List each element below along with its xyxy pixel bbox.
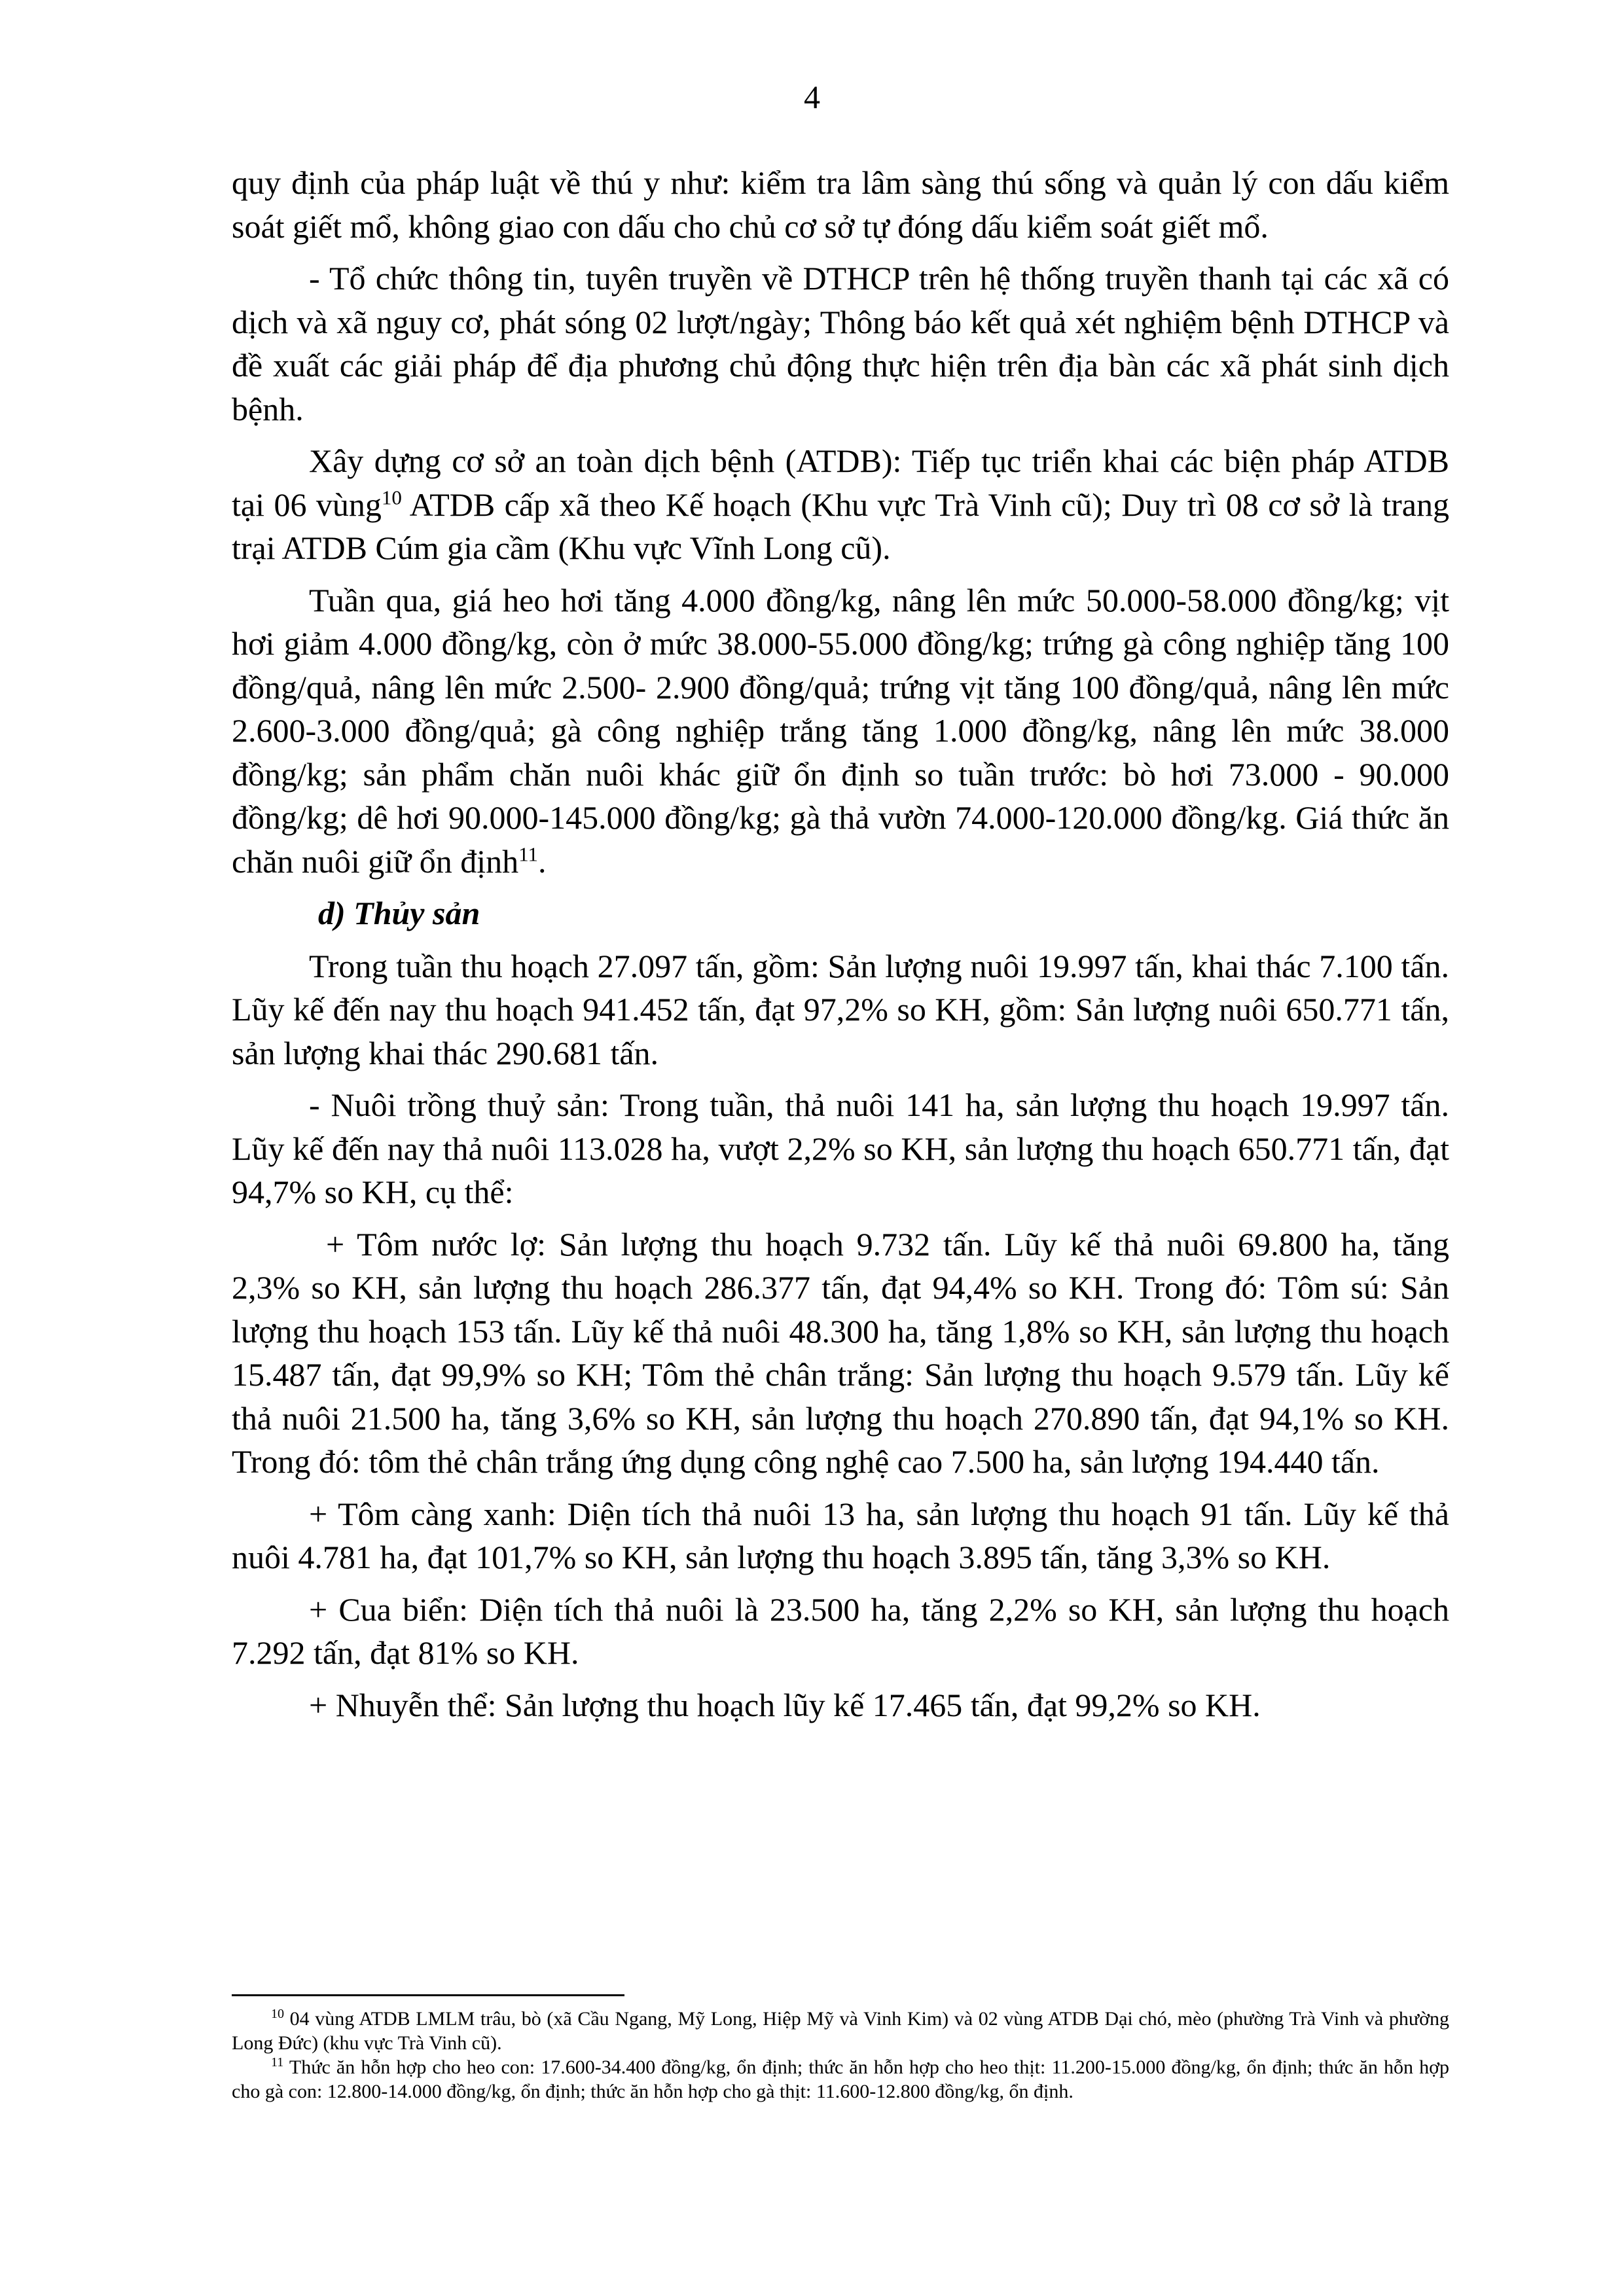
body-text	[232, 161, 1449, 1735]
footnote-text: 04 vùng ATDB LMLM trâu, bò (xã Cầu Ngang, Mỹ Long, Hiệp Mỹ và Vinh Kim) và 02 vùng ATDB Dại chó, mèo (phường Trà Vinh và phường Long Đức) (khu vực Trà Vinh cũ).	[232, 2008, 1449, 2054]
paragraph-sea-crab: + Cua biển: Diện tích thả nuôi là 23.500 ha, tăng 2,2% so KH, sản lượng thu hoạch 7.292 tấn, đạt 81% so KH.	[232, 1590, 1449, 1671]
page-number: 4	[804, 79, 820, 115]
paragraph-slaughter-control: quy định của pháp luật về thú y như: kiểm tra lâm sàng thú sống và quản lý con dấu kiểm soát giết mổ, không giao con dấu cho chủ cơ sở tự đóng dấu kiểm soát giết mổ.	[232, 164, 1449, 245]
paragraph-atdb-text-b: ATDB cấp xã theo Kế hoạch (Khu vực Trà Vinh cũ); Duy trì 08 cơ sở là trang trại ATDB Cúm gia cầm (Khu vực Vĩnh Long cũ).	[232, 486, 1449, 566]
paragraph-harvest-summary: Trong tuần thu hoạch 27.097 tấn, gồm: Sản lượng nuôi 19.997 tấn, khai thác 7.100 tấn. Lũy kế đến nay thu hoạch 941.452 tấn, đạt 97,2% so KH, gồm: Sản lượng nuôi 650.771 tấn, sản lượng khai thác 290.681 tấn.	[232, 947, 1449, 1071]
section-heading-aquaculture: d) Thủy sản	[318, 895, 480, 931]
footnote-text: Thức ăn hỗn hợp cho heo con: 17.600-34.400 đồng/kg, ổn định; thức ăn hỗn hợp cho heo thịt: 11.200-15.000 đồng/kg, ổn định; thức ăn hỗn hợp cho gà con: 12.800-14.000 đồng/kg, ổn định; thức ăn hỗn hợp cho gà thịt: 11.600-12.800 đồng/kg, ổn định.	[232, 2056, 1449, 2102]
paragraph-prices-text-b: .	[538, 842, 547, 880]
paragraph-prices-text-a: Tuần qua, giá heo hơi tăng 4.000 đồng/kg, nâng lên mức 50.000-58.000 đồng/kg; vịt hơi giảm 4.000 đồng/kg, còn ở mức 38.000-55.000 đồng/kg; trứng gà công nghiệp tăng 100 đồng/quả, nâng lên mức 2.500- 2.900 đồng/quả; trứng vịt tăng 100 đồng/quả, nâng lên mức 2.600-3.000 đồng/quả; gà công nghiệp trắng tăng 1.000 đồng/kg, nâng lên mức 38.000 đồng/kg; sản phẩm chăn nuôi khác giữ ổn định so tuần trước: bò hơi 73.000 - 90.000 đồng/kg; dê hơi 90.000-145.000 đồng/kg; gà thả vườn 74.000-120.000 đồng/kg. Giá thức ăn chăn nuôi giữ ổn định	[232, 581, 1449, 880]
footnote-marker: 11	[271, 2055, 284, 2070]
footnote-11	[232, 2055, 1449, 2104]
paragraph-brackish-shrimp: + Tôm nước lợ: Sản lượng thu hoạch 9.732 tấn. Lũy kế thả nuôi 69.800 ha, tăng 2,3% so KH, sản lượng thu hoạch 286.377 tấn, đạt 94,4% so KH. Trong đó: Tôm sú: Sản lượng thu hoạch 153 tấn. Lũy kế thả nuôi 48.300 ha, tăng 1,8% so KH, sản lượng thu hoạch 15.487 tấn, đạt 99,9% so KH; Tôm thẻ chân trắng: Sản lượng thu hoạch 9.579 tấn. Lũy kế thả nuôi 21.500 ha, tăng 3,6% so KH, sản lượng thu hoạch 270.890 tấn, đạt 94,1% so KH. Trong đó: tôm thẻ chân trắng ứng dụng công nghệ cao 7.500 ha, sản lượng 194.440 tấn.	[232, 1225, 1449, 1480]
paragraph-atdb-text-a: Xây dựng cơ sở an toàn dịch bệnh (ATDB): Tiếp tục triển khai các biện pháp ATDB tại 06 vùng	[232, 442, 1449, 523]
paragraph-aquaculture: - Nuôi trồng thuỷ sản: Trong tuần, thả nuôi 141 ha, sản lượng thu hoạch 19.997 tấn. Lũy kế đến nay thả nuôi 113.028 ha, vượt 2,2% so KH, sản lượng thu hoạch 650.771 tấn, đạt 94,7% so KH, cụ thể:	[232, 1086, 1449, 1210]
footnote-10	[232, 2007, 1449, 2055]
paragraph-atdb	[232, 439, 1449, 570]
paragraph-mollusc: + Nhuyễn thể: Sản lượng thu hoạch lũy kế 17.465 tấn, đạt 99,2% so KH.	[309, 1686, 1261, 1723]
footnote-ref-11[interactable]: 11	[518, 842, 539, 865]
footnote-separator	[232, 1994, 624, 1996]
paragraph-freshwater-prawn: + Tôm càng xanh: Diện tích thả nuôi 13 ha, sản lượng thu hoạch 91 tấn. Lũy kế thả nuôi 4.781 ha, đạt 101,7% so KH, sản lượng thu hoạch 3.895 tấn, tăng 3,3% so KH.	[232, 1495, 1449, 1575]
footnote-marker: 10	[271, 2007, 284, 2021]
paragraph-livestock-prices	[232, 579, 1449, 884]
footnotes	[232, 2007, 1449, 2104]
paragraph-dthcp-communication: - Tổ chức thông tin, tuyên truyền về DTHCP trên hệ thống truyền thanh tại các xã có dịch và xã nguy cơ, phát sóng 02 lượt/ngày; Thông báo kết quả xét nghiệm bệnh DTHCP và đề xuất các giải pháp để địa phương chủ động thực hiện trên địa bàn các xã phát sinh dịch bệnh.	[232, 260, 1449, 427]
footnote-ref-10[interactable]: 10	[381, 485, 402, 509]
